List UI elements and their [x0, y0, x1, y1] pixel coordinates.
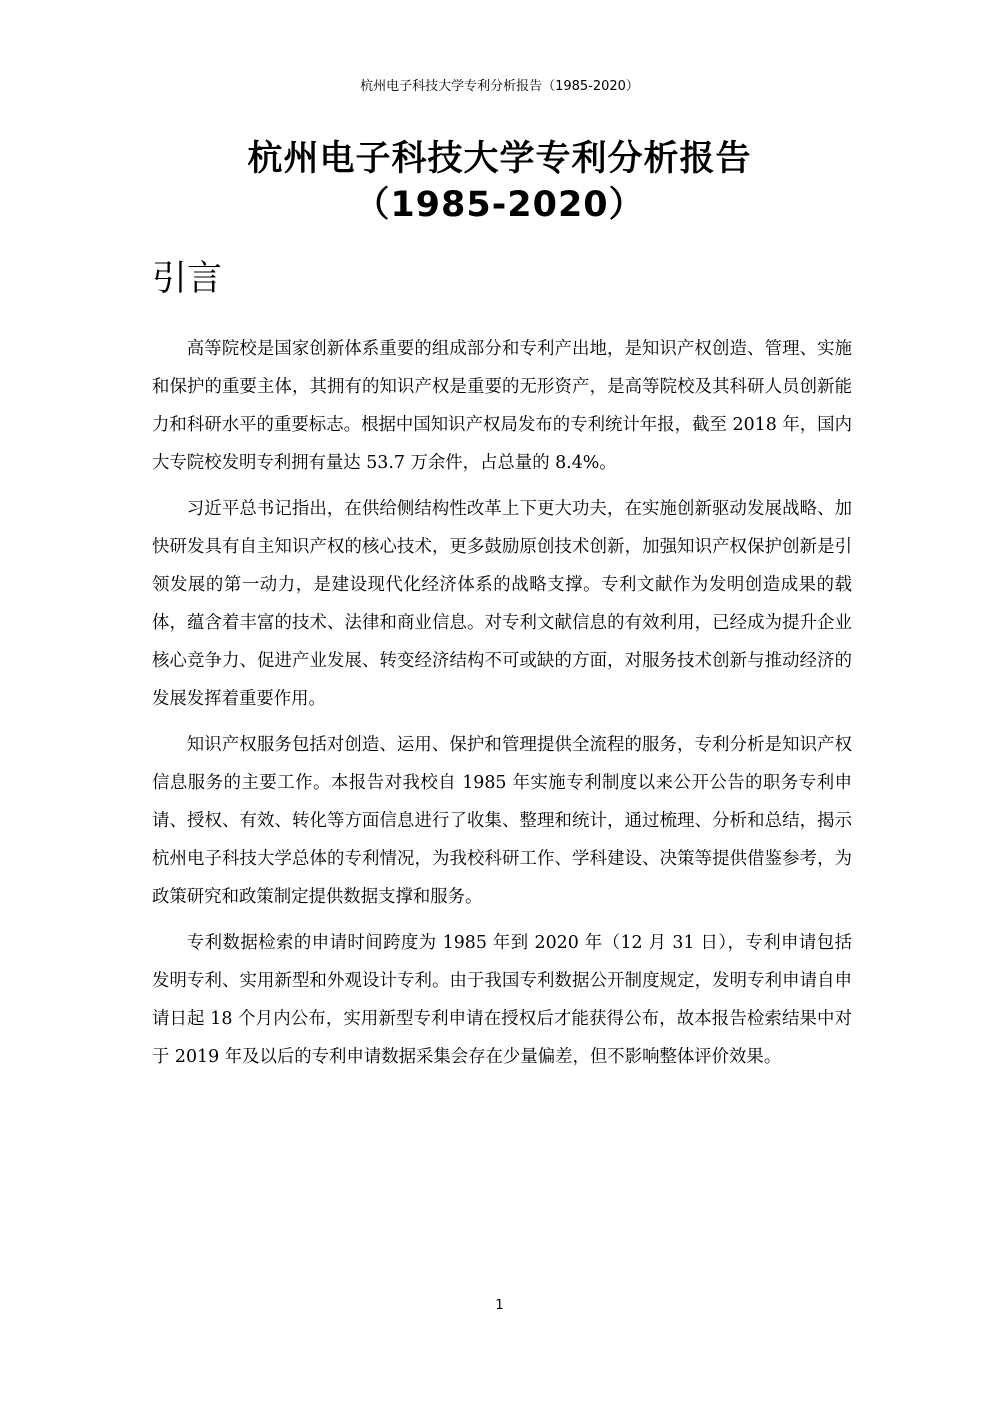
- paragraph: 高等院校是国家创新体系重要的组成部分和专利产出地，是知识产权创造、管理、实施和保护的重要主体，其拥有的知识产权是重要的无形资产，是高等院校及其科研人员创新能力和科研水平的重要标志。根据中国知识产权局发布的专利统计年报，截至 2018 年，国内大专院校发明专利拥有量达 53.7 万余件，占总量的 8.4%。: [152, 339, 852, 473]
- page-number: 1: [495, 1298, 504, 1313]
- document-title: 杭州电子科技大学专利分析报告: [247, 139, 752, 179]
- section-heading-introduction: 引言: [152, 259, 223, 299]
- body-text: [152, 330, 852, 1084]
- document-title-years: （1985-2020）: [354, 185, 645, 225]
- paragraph: 习近平总书记指出，在供给侧结构性改革上下更大功夫，在实施创新驱动发展战略、加快研发具有自主知识产权的核心技术，更多鼓励原创技术创新，加强知识产权保护创新是引领发展的第一动力，是建设现代化经济体系的战略支撑。专利文献作为发明创造成果的载体，蕴含着丰富的技术、法律和商业信息。对专利文献信息的有效利用，已经成为提升企业核心竞争力、促进产业发展、转变经济结构不可或缺的方面，对服务技术创新与推动经济的发展发挥着重要作用。: [152, 499, 852, 709]
- paragraph: 专利数据检索的申请时间跨度为 1985 年到 2020 年（12 月 31 日），专利申请包括发明专利、实用新型和外观设计专利。由于我国专利数据公开制度规定，发明专利申请自申请日起 18 个月内公布，实用新型专利申请在授权后才能获得公布，故本报告检索结果中对于 2019 年及以后的专利申请数据采集会存在少量偏差，但不影响整体评价效果。: [152, 933, 852, 1067]
- running-header: 杭州电子科技大学专利分析报告（1985-2020）: [360, 79, 639, 94]
- paragraph: 知识产权服务包括对创造、运用、保护和管理提供全流程的服务，专利分析是知识产权信息服务的主要工作。本报告对我校自 1985 年实施专利制度以来公开公告的职务专利申请、授权、有效、转化等方面信息进行了收集、整理和统计，通过梳理、分析和总结，揭示杭州电子科技大学总体的专利情况，为我校科研工作、学科建设、决策等提供借鉴参考，为政策研究和政策制定提供数据支撑和服务。: [152, 735, 852, 907]
